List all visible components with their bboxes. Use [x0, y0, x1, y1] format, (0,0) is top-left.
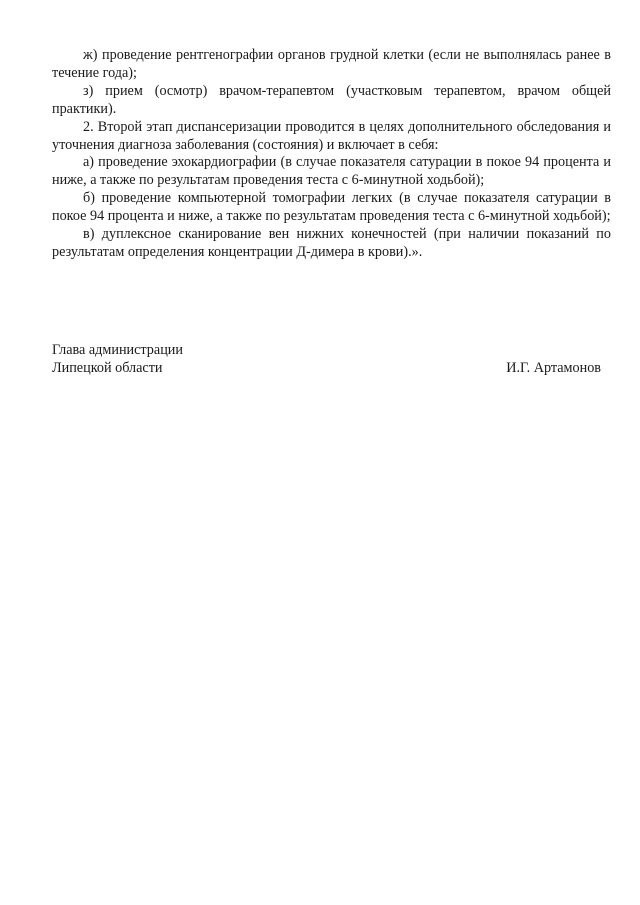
signer-position-line1: Глава администрации [52, 342, 183, 358]
signature-line [52, 360, 601, 378]
paragraph-item-a: а) проведение эхокардиографии (в случае показателя сатурации в покое 94 процента и ниже, а также по результатам проведения теста с 6-минутной ходьбой); [52, 154, 611, 189]
paragraph-item-z: з) прием (осмотр) врачом-терапевтом (участковым терапевтом, врачом общей практики). [52, 82, 611, 117]
signer-name: И.Г. Артамонов [506, 359, 601, 376]
signer-position-line2: Липецкой области [52, 359, 163, 376]
paragraph-item-v: в) дуплексное сканирование вен нижних конечностей (при наличии показаний по результатам определения концентрации Д-димера в крови).». [52, 226, 611, 260]
paragraph-second-stage: 2. Второй этап диспансеризации проводится в целях дополнительного обследования и уточнения диагноза заболевания (состояния) и включает в себя: [52, 118, 611, 153]
document-body [52, 47, 611, 262]
paragraph-item-zh: ж) проведение рентгенографии органов грудной клетки (если не выполнялась ранее в течение года); [52, 47, 611, 81]
signature-block [52, 342, 601, 378]
paragraph-item-b: б) проведение компьютерной томографии легких (в случае показателя сатурации в покое 94 процента и ниже, а также по результатам проведения теста с 6-минутной ходьбой); [52, 190, 611, 225]
